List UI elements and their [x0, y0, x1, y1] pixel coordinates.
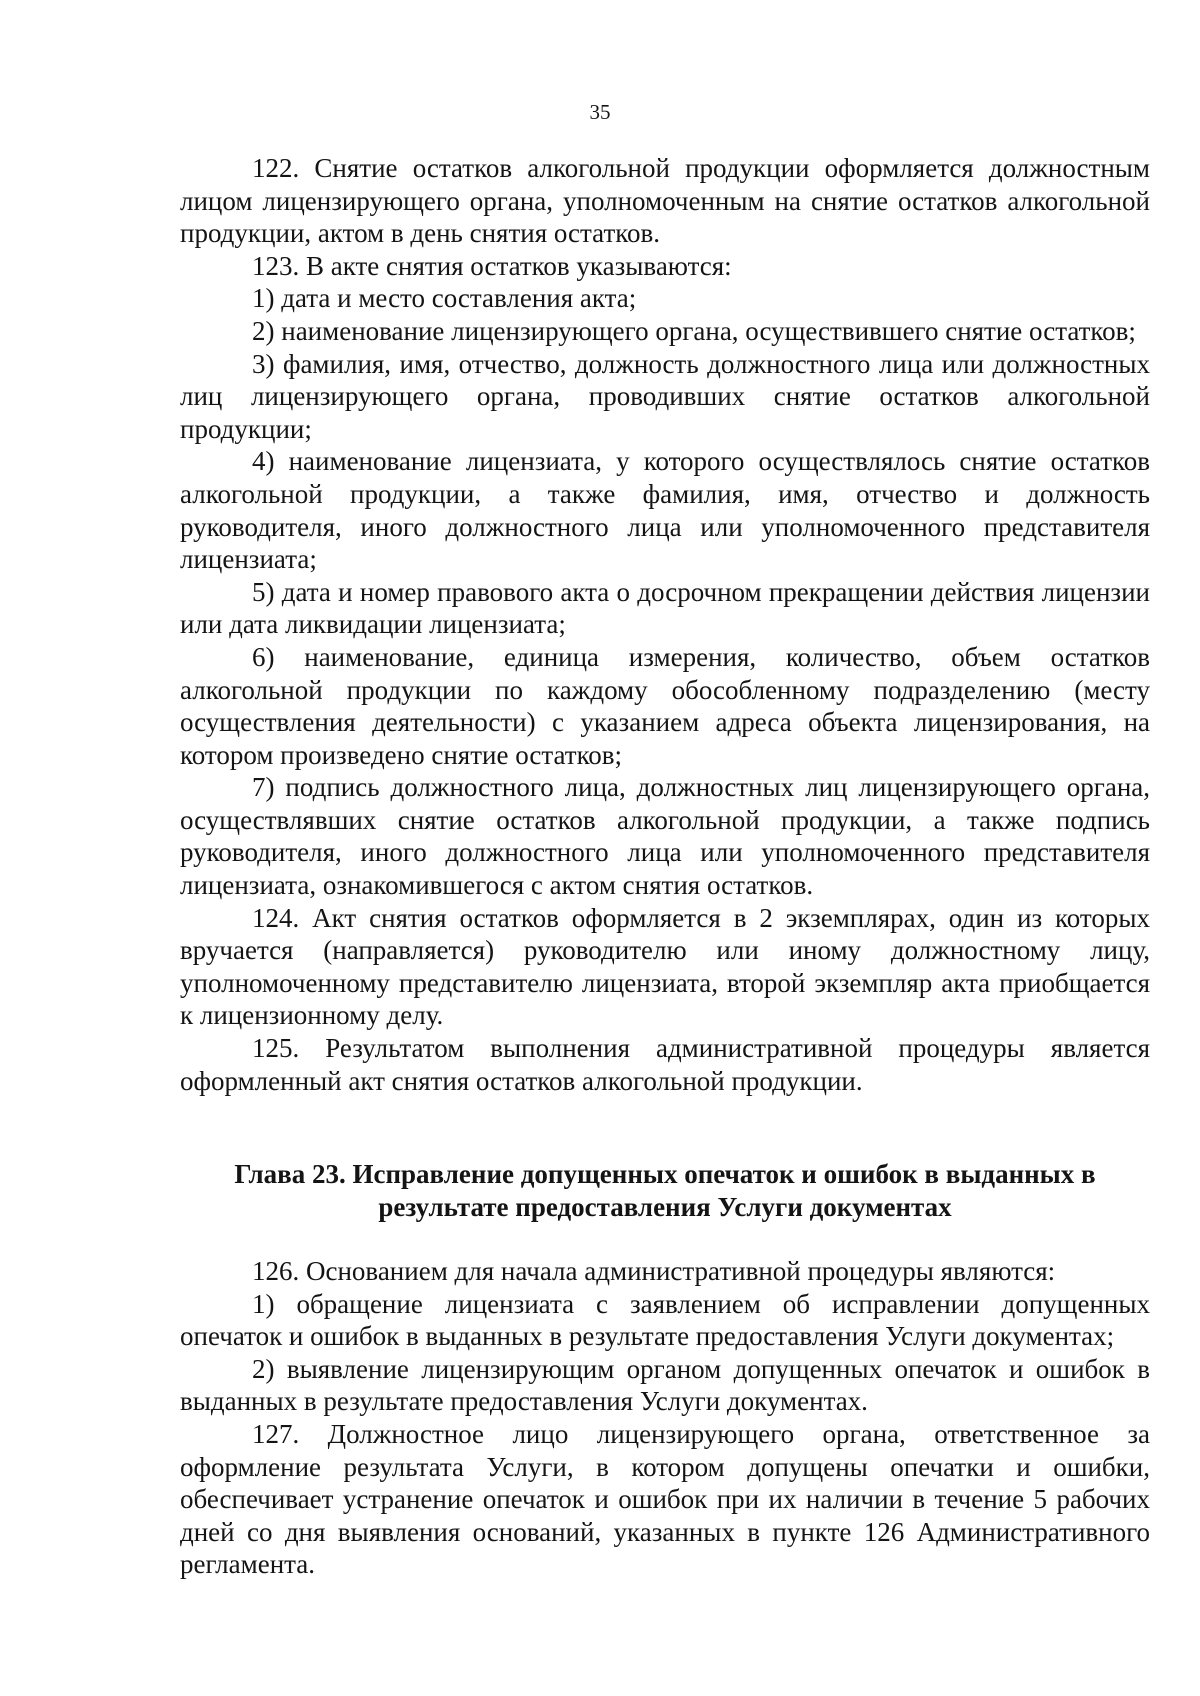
paragraph-123-item-7: 7) подпись должностного лица, должностных лиц лицензирующего органа, осуществлявших снятие остатков алкогольной продукции, а также подпись руководителя, иного должностного лица или уполномоченного представителя лицензиата, ознакомившегося с актом снятия остатков.	[180, 772, 1150, 901]
paragraph-123: 123. В акте снятия остатков указываются:	[252, 250, 732, 281]
chapter-heading-line-1: Глава 23. Исправление допущенных опечаток и ошибок в выданных в	[234, 1159, 1096, 1189]
paragraph-123-item-2: 2) наименование лицензирующего органа, осуществившего снятие остатков;	[252, 315, 1136, 346]
paragraph-124: 124. Акт снятия остатков оформляется в 2 экземплярах, один из которых вручается (направляется) руководителю или иному должностному лицу, уполномоченному представителю лицензиата, второй экземпляр акта приобщается к лицензионному делу.	[180, 902, 1150, 1031]
chapter-heading	[180, 1158, 1150, 1224]
paragraph-127: 127. Должностное лицо лицензирующего органа, ответственное за оформление результата Услуги, в котором допущены опечатки и ошибки, обеспечивает устранение опечаток и ошибок при их наличии в течение 5 рабочих дней со дня выявления оснований, указанных в пункте 126 Административного регламента.	[180, 1418, 1150, 1580]
paragraph-126-item-1: 1) обращение лицензиата с заявлением об исправлении допущенных опечаток и ошибок в выданных в результате предоставления Услуги документах;	[180, 1288, 1150, 1352]
paragraph-123-item-5: 5) дата и номер правового акта о досрочном прекращении действия лицензии или дата ликвидации лицензиата;	[180, 576, 1150, 640]
body-text-top	[180, 152, 1150, 1097]
paragraph-123-item-4: 4) наименование лицензиата, у которого осуществлялось снятие остатков алкогольной продукции, а также фамилия, имя, отчество и должность руководителя, иного должностного лица или уполномоченного представителя лицензиата;	[180, 446, 1150, 575]
body-text-bottom	[180, 1255, 1150, 1581]
paragraph-126-item-2: 2) выявление лицензирующим органом допущенных опечаток и ошибок в выданных в результате предоставления Услуги документах.	[180, 1353, 1150, 1417]
paragraph-125: 125. Результатом выполнения административной процедуры является оформленный акт снятия остатков алкогольной продукции.	[180, 1033, 1150, 1096]
paragraph-123-item-1: 1) дата и место составления акта;	[252, 283, 637, 314]
paragraph-122: 122. Снятие остатков алкогольной продукции оформляется должностным лицом лицензирующего органа, уполномоченным на снятие остатков алкогольной продукции, актом в день снятия остатков.	[180, 153, 1150, 249]
paragraph-123-item-6: 6) наименование, единица измерения, количество, объем остатков алкогольной продукции по каждому обособленному подразделению (месту осуществления деятельности) с указанием адреса объекта лицензирования, на котором произведено снятие остатков;	[180, 641, 1150, 770]
paragraph-126: 126. Основанием для начала административной процедуры являются:	[252, 1256, 1056, 1286]
paragraph-123-item-3: 3) фамилия, имя, отчество, должность должностного лица или должностных лиц лицензирующего органа, проводивших снятие остатков алкогольной продукции;	[180, 348, 1150, 444]
chapter-heading-line-2: результате предоставления Услуги документах	[378, 1192, 952, 1222]
page-number: 35	[589, 100, 611, 124]
